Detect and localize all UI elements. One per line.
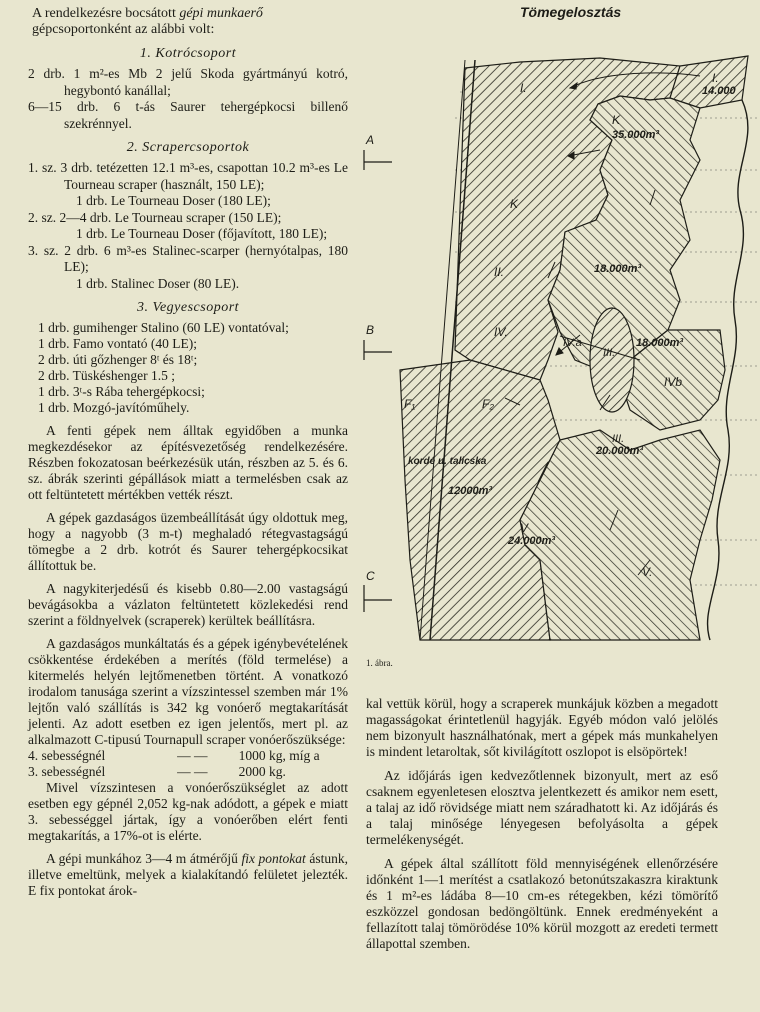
region-i bbox=[670, 56, 748, 108]
label-f2: F₂ bbox=[482, 397, 494, 411]
map-title: Tömegelosztás bbox=[520, 4, 622, 20]
label-iii-volume-b: 20.000m³ bbox=[596, 445, 644, 457]
section-title-3: 3. Vegyescsoport bbox=[136, 300, 240, 315]
speed-label: 3. sebességnél bbox=[28, 764, 106, 779]
paragraph: A gépek által szállított föld mennyiségének ellenőrzésére időnként 1—1 merítést a csatlakozó betonútszakaszra kiraktunk és 1 m²-es ládába 8—10 cm-es rétegekben, kézi tömörítő eszközzel gondosan bedöngöltünk. Ennek eredményeként a fellazított talaj tömörödése 10% körül mozgott az eredeti termett állapottal szemben. bbox=[366, 856, 718, 951]
label-region-i: I. bbox=[520, 81, 527, 95]
list-item: 1. sz. 3 drb. tetézetten 12.1 m³-es, csapottan 10.2 m³-es Le Tourneau scraper (használt, 150 LE); bbox=[28, 160, 348, 192]
speed-value: 1000 kg, míg a bbox=[238, 748, 320, 763]
intro-text: A rendelkezésre bocsátott bbox=[32, 6, 180, 21]
list-item: 3. sz. 2 drb. 6 m³-es Stalinec-scarper (hernyótalpas, 180 LE); bbox=[28, 242, 348, 274]
section-title-1: 1. Kotrócsoport bbox=[139, 46, 237, 61]
paragraph: A fenti gépek nem álltak egyidőben a munka megkezdésekor az építésvezetőség rendelkezésére. Részben fokozatosan beérkezésük után, részben az 5. és 6. sz. ábrák szerinti gépállások miatt a termelésben csak az ott feltüntetett mértékben vették részt. bbox=[28, 423, 348, 502]
label-i: I. bbox=[712, 71, 719, 85]
speed-value: 2000 kg. bbox=[238, 764, 286, 779]
intro bbox=[28, 6, 348, 38]
label-b: B bbox=[366, 323, 375, 337]
left-column bbox=[28, 0, 348, 899]
paragraph: Mivel vízszintesen a vonóerőszükséglet az adott esetben egy gépnél 2,052 kg-nak adódott, a gépek e miatt 3. sebességgel jártak, így a vonóerőben elért fenti megtakarítás, a 17%-ot is elérte. bbox=[28, 780, 348, 843]
label-f1: F₁ bbox=[404, 397, 416, 411]
label-f-volume: 12000m³ bbox=[448, 485, 493, 497]
section-title-2: 2. Scrapercsoportok bbox=[126, 140, 250, 155]
mass-distribution-map bbox=[360, 24, 760, 656]
label-iii-volume-a: III. bbox=[612, 433, 625, 445]
paragraph: kal vettük körül, hogy a scraperek munkájuk közben a megadott magasságokat érintetlenül hagyják. Egyéb módon való jelölés nem bizonyult használhatónak, mert a gépek más munkahelyen is mindent letaroltak, sőt kivilágított oszlopot is elsöpörtek! bbox=[366, 696, 718, 759]
label-c: C bbox=[366, 569, 375, 583]
list-item: 1 drb. Mozgó-javítóműhely. bbox=[38, 400, 190, 415]
list-item: 1 drb. Stalinec Doser (80 LE). bbox=[76, 275, 240, 291]
intro-emphasis: gépi munkaerő bbox=[179, 6, 263, 21]
label-v: V bbox=[520, 521, 529, 535]
paragraph-last bbox=[28, 851, 348, 899]
paragraph: A nagykiterjedésű és kisebb 0.80—2.00 vastagságú bevágásokba a vázlaton feltüntetett közlekedési rend szerint a földnyelvek (scraperek) kerültek beállításra. bbox=[28, 581, 348, 628]
speed-dash: — — bbox=[177, 748, 208, 763]
list-item: 2 drb. Tüskéshenger 1.5 ; bbox=[38, 368, 175, 383]
text: ástunk, illetve emeltünk, melyek a kialakítandó felületet jelezték. E fix pontokat árok- bbox=[28, 851, 349, 898]
paragraph: A gazdaságos munkáltatás és a gépek igénybevételének csökkentése érdekében a merítés (föld termelése) a kitermelés helyén lejtőmenetben történt. A vonatkozó irodalom tanusága szerint a vízszintessel szemben már 1% lejtőn való szállítás is 342 kg vonóerő megtakarítását jelenti. Az adott esetben ez igen jelentős, mert pl. az alkalmazott C-tipusú Tournapull scraper vonóerőszüksége: bbox=[28, 636, 348, 747]
label-iii: III. bbox=[603, 347, 616, 359]
label-v-2: V. bbox=[642, 565, 653, 579]
figure-caption: 1. ábra. bbox=[366, 658, 393, 668]
text: A gépi munkához 3—4 m átmérőjű bbox=[46, 851, 242, 866]
label-k-2: K bbox=[510, 197, 519, 211]
label-i-volume: 14.000 bbox=[702, 85, 736, 97]
label-ii: II. bbox=[494, 265, 505, 279]
paragraph: A gépek gazdaságos üzembeállítását úgy oldottuk meg, hogy a nagyobb (3 m-t) meghaladó rétegvastagságú tömegbe a 2 drb. kotrót és Saurer tehergépkocsikat állítottuk be. bbox=[28, 510, 348, 573]
speed-row bbox=[28, 764, 348, 780]
label-iv-volume: 18.000m³ bbox=[636, 337, 684, 349]
label-ii-volume: 18.000m³ bbox=[594, 263, 642, 275]
label-ivb: IVb bbox=[664, 375, 683, 389]
list-item: 1 drb. Famo vontató (40 LE); bbox=[38, 336, 197, 351]
speed-label: 4. sebességnél bbox=[28, 748, 106, 763]
list-item: 2 drb. úti gőzhenger 8ᵗ és 18ᵗ; bbox=[38, 352, 198, 367]
speed-row bbox=[28, 748, 348, 764]
emphasis: fix pontokat bbox=[241, 851, 306, 866]
label-v-volume: 24.000m³ bbox=[508, 535, 556, 547]
list-item: 1 drb. gumihenger Stalino (60 LE) vontatóval; bbox=[38, 320, 289, 335]
label-kordel: kordé u. talicska bbox=[408, 456, 487, 467]
right-text bbox=[366, 688, 718, 952]
section-markers bbox=[364, 150, 392, 612]
list-item: 1 drb. 3ᵗ-s Rába tehergépkocsi; bbox=[38, 384, 205, 399]
list-item: 6—15 drb. 6 t-ás Saurer tehergépkocsi billenő szekrénnyel. bbox=[28, 99, 348, 131]
list-item: 2 drb. 1 m²-es Mb 2 jelű Skoda gyártmányú kotró, hegybontó kanállal; bbox=[28, 66, 348, 98]
speed-dash: — — bbox=[177, 764, 208, 779]
label-iva: IV.a bbox=[563, 337, 582, 349]
list-item: 1 drb. Le Tourneau Doser (180 LE); bbox=[76, 193, 271, 208]
intro-text-2: gépcsoportonként az alábbi volt: bbox=[32, 22, 215, 37]
label-iv: IV. bbox=[494, 325, 508, 339]
list-item: 1 drb. Le Tourneau Doser (főjavított, 180 LE); bbox=[76, 226, 328, 241]
region-iii bbox=[590, 308, 634, 412]
paragraph: Az időjárás igen kedvezőtlennek bizonyult, mert az eső csaknem egyenletesen elosztva jelentkezett és amikor nem esett, a talaj az idő rövidsége miatt nem száradhatott ki. Az időjárás és a talaj minősége lényegesen befolyásolta a gépek termelékenységét. bbox=[366, 768, 718, 847]
label-k: K bbox=[612, 113, 621, 127]
label-a: A bbox=[366, 133, 375, 147]
label-k-volume: 35.000m³ bbox=[612, 129, 660, 141]
list-item: 2. sz. 2—4 drb. Le Tourneau scraper (150 LE); bbox=[28, 209, 282, 225]
